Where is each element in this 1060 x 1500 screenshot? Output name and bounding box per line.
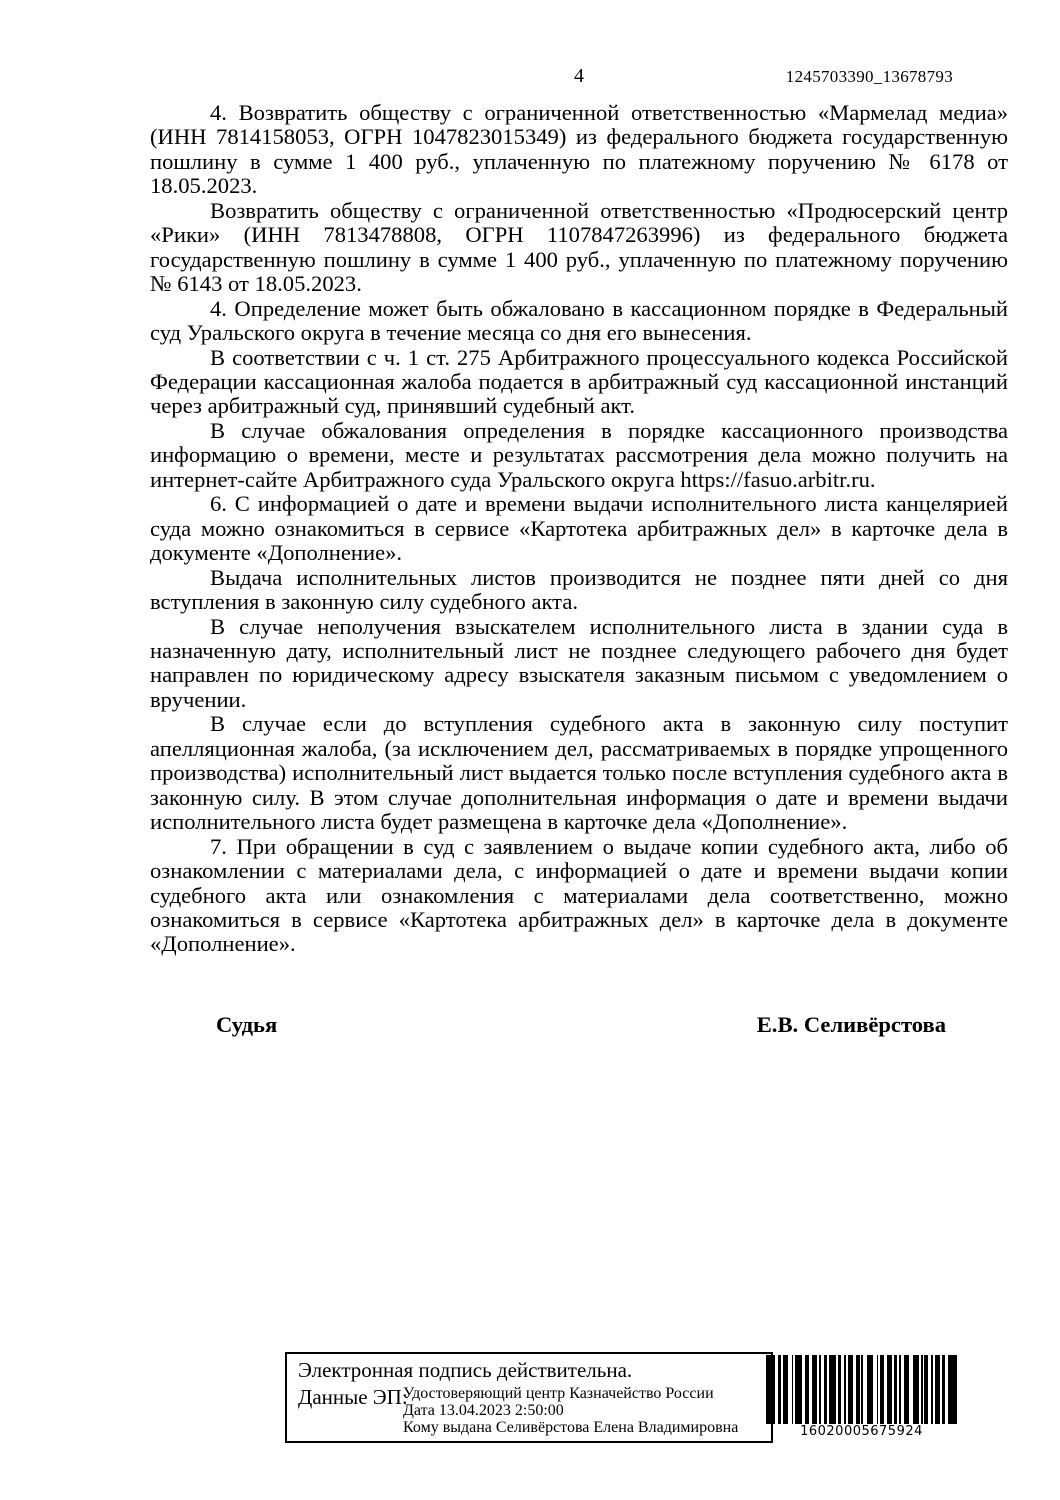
page-header: [150, 0, 1008, 90]
body-paragraph-4: В соответствии с ч. 1 ст. 275 Арбитражного процессуального кодекса Российской Федерации кассационная жалоба подается в арбитражный суд кассационной инстанций через арбитражный суд, принявший судебный акт.: [150, 344, 1008, 419]
electronic-signature-stamp: [285, 1352, 773, 1443]
case-document-number: 1245703390_13678793: [785, 67, 953, 86]
stamp-date: Дата 13.04.2023 2:50:00: [403, 1402, 564, 1419]
stamp-validity-text: Электронная подпись действительна.: [298, 1358, 633, 1382]
body-paragraph-1: 4. Возвратить обществу с ограниченной ответственностью «Мармелад медиа» (ИНН 7814158053, ОГРН 1047823015349) из федерального бюджета государственную пошлину в сумме 1 400 руб., уплаченную по платежному поручению № 6178 от 18.05.2023.: [150, 100, 1008, 199]
body-paragraph-9: В случае если до вступления судебного акта в законную силу поступит апелляционная жалоба, (за исключением дел, рассматриваемых в порядке упрощенного производства) исполнительный лист выдается только после вступления судебного акта в законную силу. В этом случае дополнительная информация о дате и времени выдачи исполнительного листа будет размещена в карточке дела «Дополнение».: [150, 711, 1008, 835]
barcode-number: 16020005675924: [800, 1424, 923, 1439]
stamp-data-label: Данные ЭП:: [298, 1385, 408, 1409]
judge-name: Е.В. Селивёрстова: [756, 1011, 946, 1037]
body-paragraph-8: В случае неполучения взыскателем исполнительного листа в здании суда в назначенную дату, исполнительный лист не позднее следующего рабочего дня будет направлен по юридическому адресу взыскателя заказным письмом с уведомлением о вручении.: [150, 613, 1008, 712]
body-paragraph-3: 4. Определение может быть обжаловано в кассационном порядке в Федеральный суд Уральского округа в течение месяца со дня его вынесения.: [150, 295, 1008, 346]
barcode-bars: [766, 1355, 957, 1424]
body-paragraph-10: 7. При обращении в суд с заявлением о выдаче копии судебного акта, либо об ознакомлении с материалами дела, с информацией о дате и времени выдачи копии судебного акта или ознакомления с материалами дела соответственно, можно ознакомиться в сервисе «Картотека арбитражных дел» в карточке дела в документе «Дополнение».: [150, 833, 1008, 957]
body-paragraph-6: 6. С информацией о дате и времени выдачи исполнительного листа канцелярией суда можно ознакомиться в сервисе «Картотека арбитражных дел» в карточке дела в документе «Дополнение».: [150, 491, 1008, 566]
page-number: 4: [574, 65, 584, 87]
body-paragraph-7: Выдача исполнительных листов производится не позднее пяти дней со дня вступления в законную силу судебного акта.: [150, 564, 1008, 615]
judge-role-label: Судья: [216, 1011, 278, 1037]
document-body: [150, 101, 1008, 957]
stamp-issued-to: Кому выдана Селивёрстова Елена Владимировна: [403, 1419, 739, 1436]
signature-row: [216, 1013, 946, 1037]
stamp-details: [403, 1385, 738, 1436]
stamp-certification-center: Удостоверяющий центр Казначейство России: [403, 1385, 714, 1402]
body-paragraph-5: В случае обжалования определения в порядке кассационного производства информацию о времени, месте и результатах рассмотрения дела можно получить на интернет-сайте Арбитражного суда Уральского округа https://fasuo.arbitr.ru.: [150, 417, 1008, 492]
barcode: [766, 1355, 957, 1439]
body-paragraph-2: Возвратить обществу с ограниченной ответственностью «Продюсерский центр «Рики» (ИНН 7813478808, ОГРН 1107847263996) из федерального бюджета государственную пошлину в сумме 1 400 руб., уплаченную по платежному поручению № 6143 от 18.05.2023.: [150, 197, 1008, 297]
